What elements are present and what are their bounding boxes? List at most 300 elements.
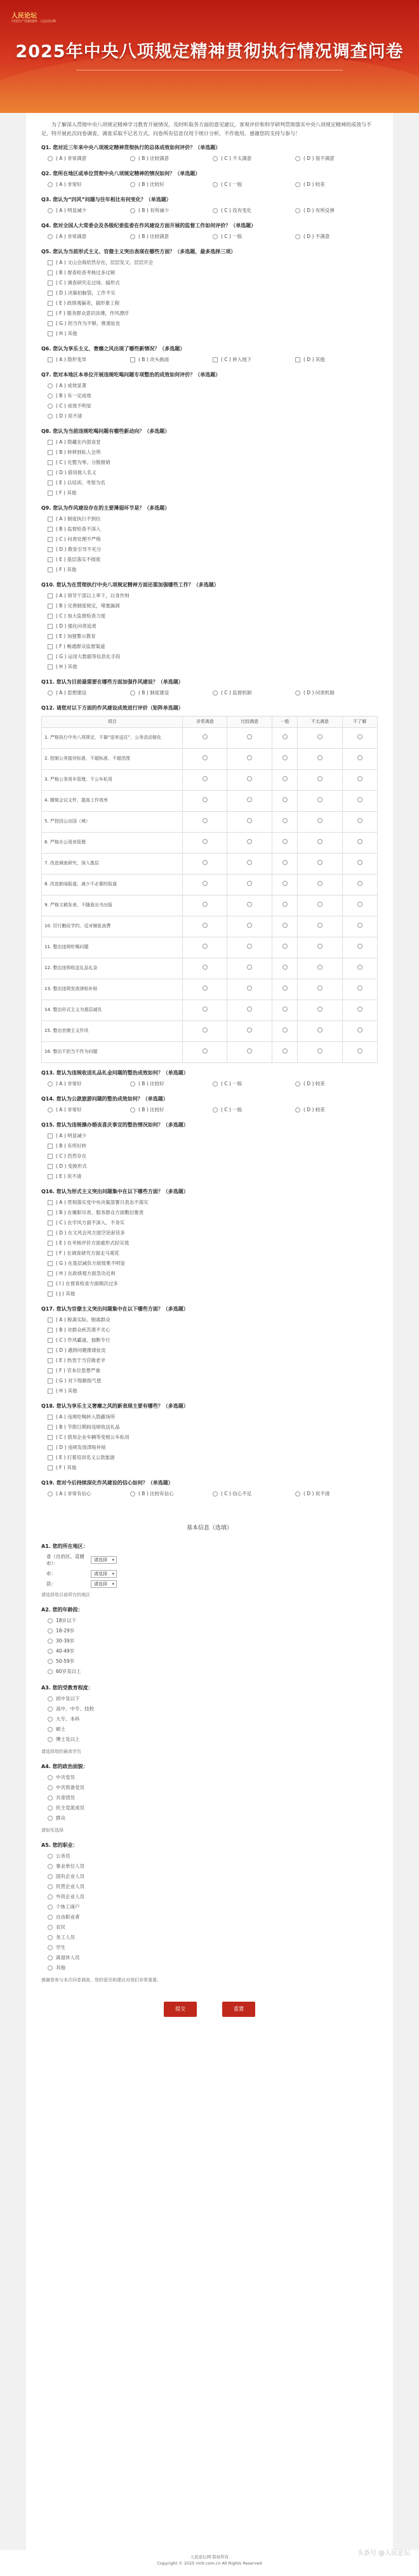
answer-option[interactable] xyxy=(48,545,378,555)
answer-option[interactable] xyxy=(295,206,378,216)
radio-button[interactable] xyxy=(357,944,362,949)
radio-button[interactable] xyxy=(317,1027,323,1033)
radio-button[interactable] xyxy=(283,860,288,865)
answer-option[interactable] xyxy=(48,1208,378,1218)
answer-option[interactable] xyxy=(213,154,295,164)
checkbox[interactable] xyxy=(48,1281,53,1286)
answer-option[interactable] xyxy=(48,1238,378,1248)
radio-button[interactable] xyxy=(283,1048,288,1054)
answer-option[interactable] xyxy=(48,268,378,278)
answer-option[interactable] xyxy=(48,401,378,411)
radio-button[interactable] xyxy=(295,1081,300,1087)
answer-option[interactable] xyxy=(213,355,295,365)
radio-button[interactable] xyxy=(247,1027,252,1033)
radio-button[interactable] xyxy=(317,944,323,949)
answer-option[interactable] xyxy=(48,1902,378,1912)
checkbox[interactable] xyxy=(48,1415,53,1420)
answer-option[interactable] xyxy=(48,329,378,339)
radio-button[interactable] xyxy=(130,234,135,239)
checkbox[interactable] xyxy=(48,1378,53,1384)
checkbox[interactable] xyxy=(295,357,300,362)
radio-button[interactable] xyxy=(213,1491,218,1496)
radio-button[interactable] xyxy=(357,965,362,970)
radio-button[interactable] xyxy=(357,1048,362,1054)
radio-button[interactable] xyxy=(283,923,288,928)
checkbox[interactable] xyxy=(48,1251,53,1256)
radio-button[interactable] xyxy=(295,182,300,187)
radio-button[interactable] xyxy=(357,881,362,886)
radio-button[interactable] xyxy=(317,1007,323,1012)
checkbox[interactable] xyxy=(48,260,53,265)
answer-option[interactable] xyxy=(48,1667,378,1677)
answer-option[interactable] xyxy=(213,180,295,190)
checkbox[interactable] xyxy=(48,1220,53,1225)
answer-option[interactable] xyxy=(48,1105,130,1115)
radio-button[interactable] xyxy=(317,734,323,739)
answer-option[interactable] xyxy=(48,154,130,164)
radio-button[interactable] xyxy=(130,1107,135,1113)
answer-option[interactable] xyxy=(48,534,378,545)
radio-button[interactable] xyxy=(48,208,53,213)
answer-option[interactable] xyxy=(48,1258,378,1269)
checkbox[interactable] xyxy=(48,321,53,326)
radio-button[interactable] xyxy=(317,776,323,781)
answer-option[interactable] xyxy=(295,355,378,365)
checkbox[interactable] xyxy=(48,624,53,629)
answer-option[interactable] xyxy=(295,232,378,242)
radio-button[interactable] xyxy=(317,839,323,844)
answer-option[interactable] xyxy=(48,621,378,631)
radio-button[interactable] xyxy=(295,234,300,239)
answer-option[interactable] xyxy=(213,688,295,698)
radio-button[interactable] xyxy=(203,1027,208,1033)
radio-button[interactable] xyxy=(48,1639,53,1644)
checkbox[interactable] xyxy=(48,1368,53,1373)
answer-option[interactable] xyxy=(48,1151,378,1161)
radio-button[interactable] xyxy=(48,1649,53,1654)
radio-button[interactable] xyxy=(130,208,135,213)
radio-button[interactable] xyxy=(247,923,252,928)
answer-option[interactable] xyxy=(48,1412,378,1422)
checkbox[interactable] xyxy=(48,281,53,286)
answer-option[interactable] xyxy=(130,180,213,190)
answer-option[interactable] xyxy=(48,611,378,621)
checkbox[interactable] xyxy=(48,1271,53,1276)
checkbox[interactable] xyxy=(48,311,53,316)
checkbox[interactable] xyxy=(48,460,53,465)
radio-button[interactable] xyxy=(48,1925,53,1930)
radio-button[interactable] xyxy=(48,1945,53,1950)
radio-button[interactable] xyxy=(48,1107,53,1113)
answer-option[interactable] xyxy=(48,1443,378,1453)
radio-button[interactable] xyxy=(203,776,208,781)
answer-option[interactable] xyxy=(48,1161,378,1172)
answer-option[interactable] xyxy=(130,1105,213,1115)
radio-button[interactable] xyxy=(213,1081,218,1087)
answer-option[interactable] xyxy=(48,662,378,672)
checkbox[interactable] xyxy=(48,517,53,522)
checkbox[interactable] xyxy=(48,357,53,362)
answer-option[interactable] xyxy=(48,1872,378,1882)
radio-button[interactable] xyxy=(203,944,208,949)
answer-option[interactable] xyxy=(48,1932,378,1943)
answer-option[interactable] xyxy=(48,1218,378,1228)
radio-button[interactable] xyxy=(283,881,288,886)
answer-option[interactable] xyxy=(48,1803,378,1813)
radio-button[interactable] xyxy=(295,690,300,696)
checkbox[interactable] xyxy=(48,537,53,542)
checkbox[interactable] xyxy=(48,604,53,609)
radio-button[interactable] xyxy=(357,818,362,823)
radio-button[interactable] xyxy=(48,393,53,399)
checkbox[interactable] xyxy=(130,357,135,362)
radio-button[interactable] xyxy=(48,1935,53,1940)
answer-option[interactable] xyxy=(48,1694,378,1704)
answer-option[interactable] xyxy=(130,1079,213,1089)
answer-option[interactable] xyxy=(213,232,295,242)
radio-button[interactable] xyxy=(357,1007,362,1012)
answer-option[interactable] xyxy=(48,355,130,365)
radio-button[interactable] xyxy=(283,902,288,907)
answer-option[interactable] xyxy=(295,688,378,698)
radio-button[interactable] xyxy=(130,1491,135,1496)
radio-button[interactable] xyxy=(283,944,288,949)
checkbox[interactable] xyxy=(48,1241,53,1246)
answer-option[interactable] xyxy=(48,1366,378,1376)
radio-button[interactable] xyxy=(357,923,362,928)
radio-button[interactable] xyxy=(357,797,362,802)
answer-option[interactable] xyxy=(48,278,378,288)
radio-button[interactable] xyxy=(317,986,323,991)
radio-button[interactable] xyxy=(203,902,208,907)
checkbox[interactable] xyxy=(48,1445,53,1450)
radio-button[interactable] xyxy=(48,1727,53,1732)
radio-button[interactable] xyxy=(357,839,362,844)
answer-option[interactable] xyxy=(48,1356,378,1366)
checkbox[interactable] xyxy=(48,301,53,306)
city-select[interactable]: 请选择 ▾ xyxy=(91,1570,117,1578)
checkbox[interactable] xyxy=(48,291,53,296)
answer-option[interactable] xyxy=(48,1922,378,1932)
answer-option[interactable] xyxy=(48,1724,378,1734)
answer-option[interactable] xyxy=(48,308,378,319)
radio-button[interactable] xyxy=(48,690,53,696)
checkbox[interactable] xyxy=(48,614,53,619)
radio-button[interactable] xyxy=(283,965,288,970)
radio-button[interactable] xyxy=(283,776,288,781)
answer-option[interactable] xyxy=(48,1851,378,1861)
radio-button[interactable] xyxy=(48,383,53,388)
radio-button[interactable] xyxy=(48,1628,53,1634)
answer-option[interactable] xyxy=(295,1079,378,1089)
answer-option[interactable] xyxy=(48,1386,378,1396)
checkbox[interactable] xyxy=(48,1144,53,1149)
radio-button[interactable] xyxy=(247,818,252,823)
answer-option[interactable] xyxy=(48,1953,378,1963)
answer-option[interactable] xyxy=(48,488,378,498)
checkbox[interactable] xyxy=(48,557,53,562)
radio-button[interactable] xyxy=(203,860,208,865)
radio-button[interactable] xyxy=(247,965,252,970)
answer-option[interactable] xyxy=(295,154,378,164)
answer-option[interactable] xyxy=(48,1198,378,1208)
checkbox[interactable] xyxy=(48,450,53,455)
answer-option[interactable] xyxy=(48,1882,378,1892)
radio-button[interactable] xyxy=(317,818,323,823)
answer-option[interactable] xyxy=(48,1315,378,1325)
answer-option[interactable] xyxy=(48,1963,378,1973)
radio-button[interactable] xyxy=(203,839,208,844)
radio-button[interactable] xyxy=(317,797,323,802)
radio-button[interactable] xyxy=(48,1669,53,1674)
checkbox[interactable] xyxy=(48,1154,53,1159)
answer-option[interactable] xyxy=(213,1105,295,1115)
answer-option[interactable] xyxy=(48,180,130,190)
answer-option[interactable] xyxy=(48,468,378,478)
answer-option[interactable] xyxy=(295,1105,378,1115)
answer-option[interactable] xyxy=(48,1646,378,1656)
checkbox[interactable] xyxy=(48,1455,53,1460)
answer-option[interactable] xyxy=(48,1656,378,1667)
radio-button[interactable] xyxy=(48,1659,53,1664)
radio-button[interactable] xyxy=(48,1905,53,1910)
radio-button[interactable] xyxy=(317,755,323,760)
radio-button[interactable] xyxy=(48,1696,53,1701)
radio-button[interactable] xyxy=(357,902,362,907)
radio-button[interactable] xyxy=(247,734,252,739)
answer-option[interactable] xyxy=(213,1489,295,1499)
radio-button[interactable] xyxy=(203,755,208,760)
radio-button[interactable] xyxy=(203,881,208,886)
answer-option[interactable] xyxy=(48,1793,378,1803)
radio-button[interactable] xyxy=(48,1816,53,1821)
answer-option[interactable] xyxy=(48,601,378,611)
answer-option[interactable] xyxy=(295,1489,378,1499)
checkbox[interactable] xyxy=(48,1174,53,1179)
answer-option[interactable] xyxy=(48,1616,378,1626)
radio-button[interactable] xyxy=(48,414,53,419)
answer-option[interactable] xyxy=(130,355,213,365)
radio-button[interactable] xyxy=(48,1915,53,1920)
radio-button[interactable] xyxy=(48,1884,53,1889)
checkbox[interactable] xyxy=(48,1200,53,1205)
answer-option[interactable] xyxy=(213,1079,295,1089)
radio-button[interactable] xyxy=(357,776,362,781)
radio-button[interactable] xyxy=(357,1027,362,1033)
answer-option[interactable] xyxy=(130,154,213,164)
submit-button[interactable]: 提交 xyxy=(164,2002,197,2017)
checkbox[interactable] xyxy=(48,1425,53,1430)
checkbox[interactable] xyxy=(48,634,53,639)
radio-button[interactable] xyxy=(48,1707,53,1712)
radio-button[interactable] xyxy=(247,881,252,886)
checkbox[interactable] xyxy=(48,644,53,649)
checkbox[interactable] xyxy=(48,1328,53,1333)
checkbox[interactable] xyxy=(48,1318,53,1323)
answer-option[interactable] xyxy=(48,1626,378,1636)
answer-option[interactable] xyxy=(48,1636,378,1646)
radio-button[interactable] xyxy=(295,1107,300,1113)
answer-option[interactable] xyxy=(48,437,378,447)
answer-option[interactable] xyxy=(130,206,213,216)
radio-button[interactable] xyxy=(48,1864,53,1869)
checkbox[interactable] xyxy=(48,1389,53,1394)
radio-button[interactable] xyxy=(48,1491,53,1496)
answer-option[interactable] xyxy=(48,1279,378,1289)
answer-option[interactable] xyxy=(48,1141,378,1151)
answer-option[interactable] xyxy=(48,1376,378,1386)
checkbox[interactable] xyxy=(48,1261,53,1266)
answer-option[interactable] xyxy=(48,381,378,391)
checkbox[interactable] xyxy=(48,270,53,275)
answer-option[interactable] xyxy=(48,555,378,565)
radio-button[interactable] xyxy=(283,986,288,991)
radio-button[interactable] xyxy=(203,1007,208,1012)
radio-button[interactable] xyxy=(317,923,323,928)
answer-option[interactable] xyxy=(48,1422,378,1432)
radio-button[interactable] xyxy=(247,986,252,991)
province-select[interactable]: 请选择 ▾ xyxy=(91,1556,117,1564)
checkbox[interactable] xyxy=(48,440,53,445)
answer-option[interactable] xyxy=(48,478,378,488)
radio-button[interactable] xyxy=(295,156,300,161)
answer-option[interactable] xyxy=(48,565,378,575)
radio-button[interactable] xyxy=(283,797,288,802)
answer-option[interactable] xyxy=(48,1131,378,1141)
radio-button[interactable] xyxy=(48,234,53,239)
radio-button[interactable] xyxy=(203,1048,208,1054)
radio-button[interactable] xyxy=(48,182,53,187)
answer-option[interactable] xyxy=(48,1228,378,1238)
answer-option[interactable] xyxy=(130,232,213,242)
answer-option[interactable] xyxy=(48,206,130,216)
radio-button[interactable] xyxy=(247,797,252,802)
radio-button[interactable] xyxy=(247,902,252,907)
radio-button[interactable] xyxy=(213,1107,218,1113)
radio-button[interactable] xyxy=(247,860,252,865)
checkbox[interactable] xyxy=(48,480,53,485)
answer-option[interactable] xyxy=(48,298,378,308)
checkbox[interactable] xyxy=(48,1133,53,1139)
checkbox[interactable] xyxy=(48,1291,53,1297)
checkbox[interactable] xyxy=(48,331,53,336)
radio-button[interactable] xyxy=(203,797,208,802)
checkbox[interactable] xyxy=(48,470,53,475)
radio-button[interactable] xyxy=(283,1027,288,1033)
radio-button[interactable] xyxy=(317,902,323,907)
radio-button[interactable] xyxy=(247,776,252,781)
answer-option[interactable] xyxy=(48,1861,378,1872)
answer-option[interactable] xyxy=(48,319,378,329)
answer-option[interactable] xyxy=(48,391,378,401)
radio-button[interactable] xyxy=(48,156,53,161)
answer-option[interactable] xyxy=(48,652,378,662)
radio-button[interactable] xyxy=(203,818,208,823)
answer-option[interactable] xyxy=(48,1813,378,1823)
checkbox[interactable] xyxy=(213,357,218,362)
radio-button[interactable] xyxy=(357,986,362,991)
radio-button[interactable] xyxy=(213,182,218,187)
answer-option[interactable] xyxy=(48,447,378,458)
answer-option[interactable] xyxy=(48,232,130,242)
answer-option[interactable] xyxy=(48,1248,378,1258)
radio-button[interactable] xyxy=(317,965,323,970)
checkbox[interactable] xyxy=(48,547,53,552)
radio-button[interactable] xyxy=(48,1775,53,1780)
answer-option[interactable] xyxy=(48,1463,378,1473)
radio-button[interactable] xyxy=(48,1955,53,1960)
answer-option[interactable] xyxy=(48,1289,378,1299)
radio-button[interactable] xyxy=(130,690,135,696)
answer-option[interactable] xyxy=(48,1079,130,1089)
radio-button[interactable] xyxy=(48,1806,53,1811)
answer-option[interactable] xyxy=(48,288,378,298)
radio-button[interactable] xyxy=(48,1965,53,1971)
answer-option[interactable] xyxy=(48,1714,378,1724)
answer-option[interactable] xyxy=(48,631,378,642)
radio-button[interactable] xyxy=(283,755,288,760)
answer-option[interactable] xyxy=(48,458,378,468)
answer-option[interactable] xyxy=(48,258,378,268)
answer-option[interactable] xyxy=(48,591,378,601)
radio-button[interactable] xyxy=(48,1081,53,1087)
radio-button[interactable] xyxy=(213,690,218,696)
answer-option[interactable] xyxy=(48,1453,378,1463)
checkbox[interactable] xyxy=(48,527,53,532)
checkbox[interactable] xyxy=(48,664,53,670)
answer-option[interactable] xyxy=(48,524,378,534)
answer-option[interactable] xyxy=(48,1943,378,1953)
answer-option[interactable] xyxy=(48,1704,378,1714)
radio-button[interactable] xyxy=(48,1785,53,1790)
radio-button[interactable] xyxy=(48,404,53,409)
radio-button[interactable] xyxy=(203,965,208,970)
answer-option[interactable] xyxy=(48,1773,378,1783)
checkbox[interactable] xyxy=(48,491,53,496)
radio-button[interactable] xyxy=(48,1717,53,1722)
radio-button[interactable] xyxy=(48,1894,53,1899)
answer-option[interactable] xyxy=(130,688,213,698)
answer-option[interactable] xyxy=(48,1912,378,1922)
answer-option[interactable] xyxy=(48,1172,378,1182)
radio-button[interactable] xyxy=(48,1618,53,1623)
radio-button[interactable] xyxy=(48,1737,53,1742)
reset-button[interactable]: 重置 xyxy=(222,2002,255,2017)
answer-option[interactable] xyxy=(213,206,295,216)
checkbox[interactable] xyxy=(48,1348,53,1353)
radio-button[interactable] xyxy=(247,755,252,760)
answer-option[interactable] xyxy=(48,1432,378,1443)
radio-button[interactable] xyxy=(357,860,362,865)
answer-option[interactable] xyxy=(48,1734,378,1745)
answer-option[interactable] xyxy=(130,1489,213,1499)
answer-option[interactable] xyxy=(48,1269,378,1279)
checkbox[interactable] xyxy=(48,1164,53,1169)
checkbox[interactable] xyxy=(48,1358,53,1363)
radio-button[interactable] xyxy=(247,1048,252,1054)
radio-button[interactable] xyxy=(283,818,288,823)
radio-button[interactable] xyxy=(203,923,208,928)
answer-option[interactable] xyxy=(48,514,378,524)
radio-button[interactable] xyxy=(283,1007,288,1012)
radio-button[interactable] xyxy=(247,1007,252,1012)
radio-button[interactable] xyxy=(48,1874,53,1879)
county-select[interactable]: 请选择 ▾ xyxy=(91,1580,117,1588)
answer-option[interactable] xyxy=(48,411,378,421)
answer-option[interactable] xyxy=(48,688,130,698)
site-logo[interactable]: 人民论坛 xyxy=(11,13,37,20)
radio-button[interactable] xyxy=(295,1491,300,1496)
